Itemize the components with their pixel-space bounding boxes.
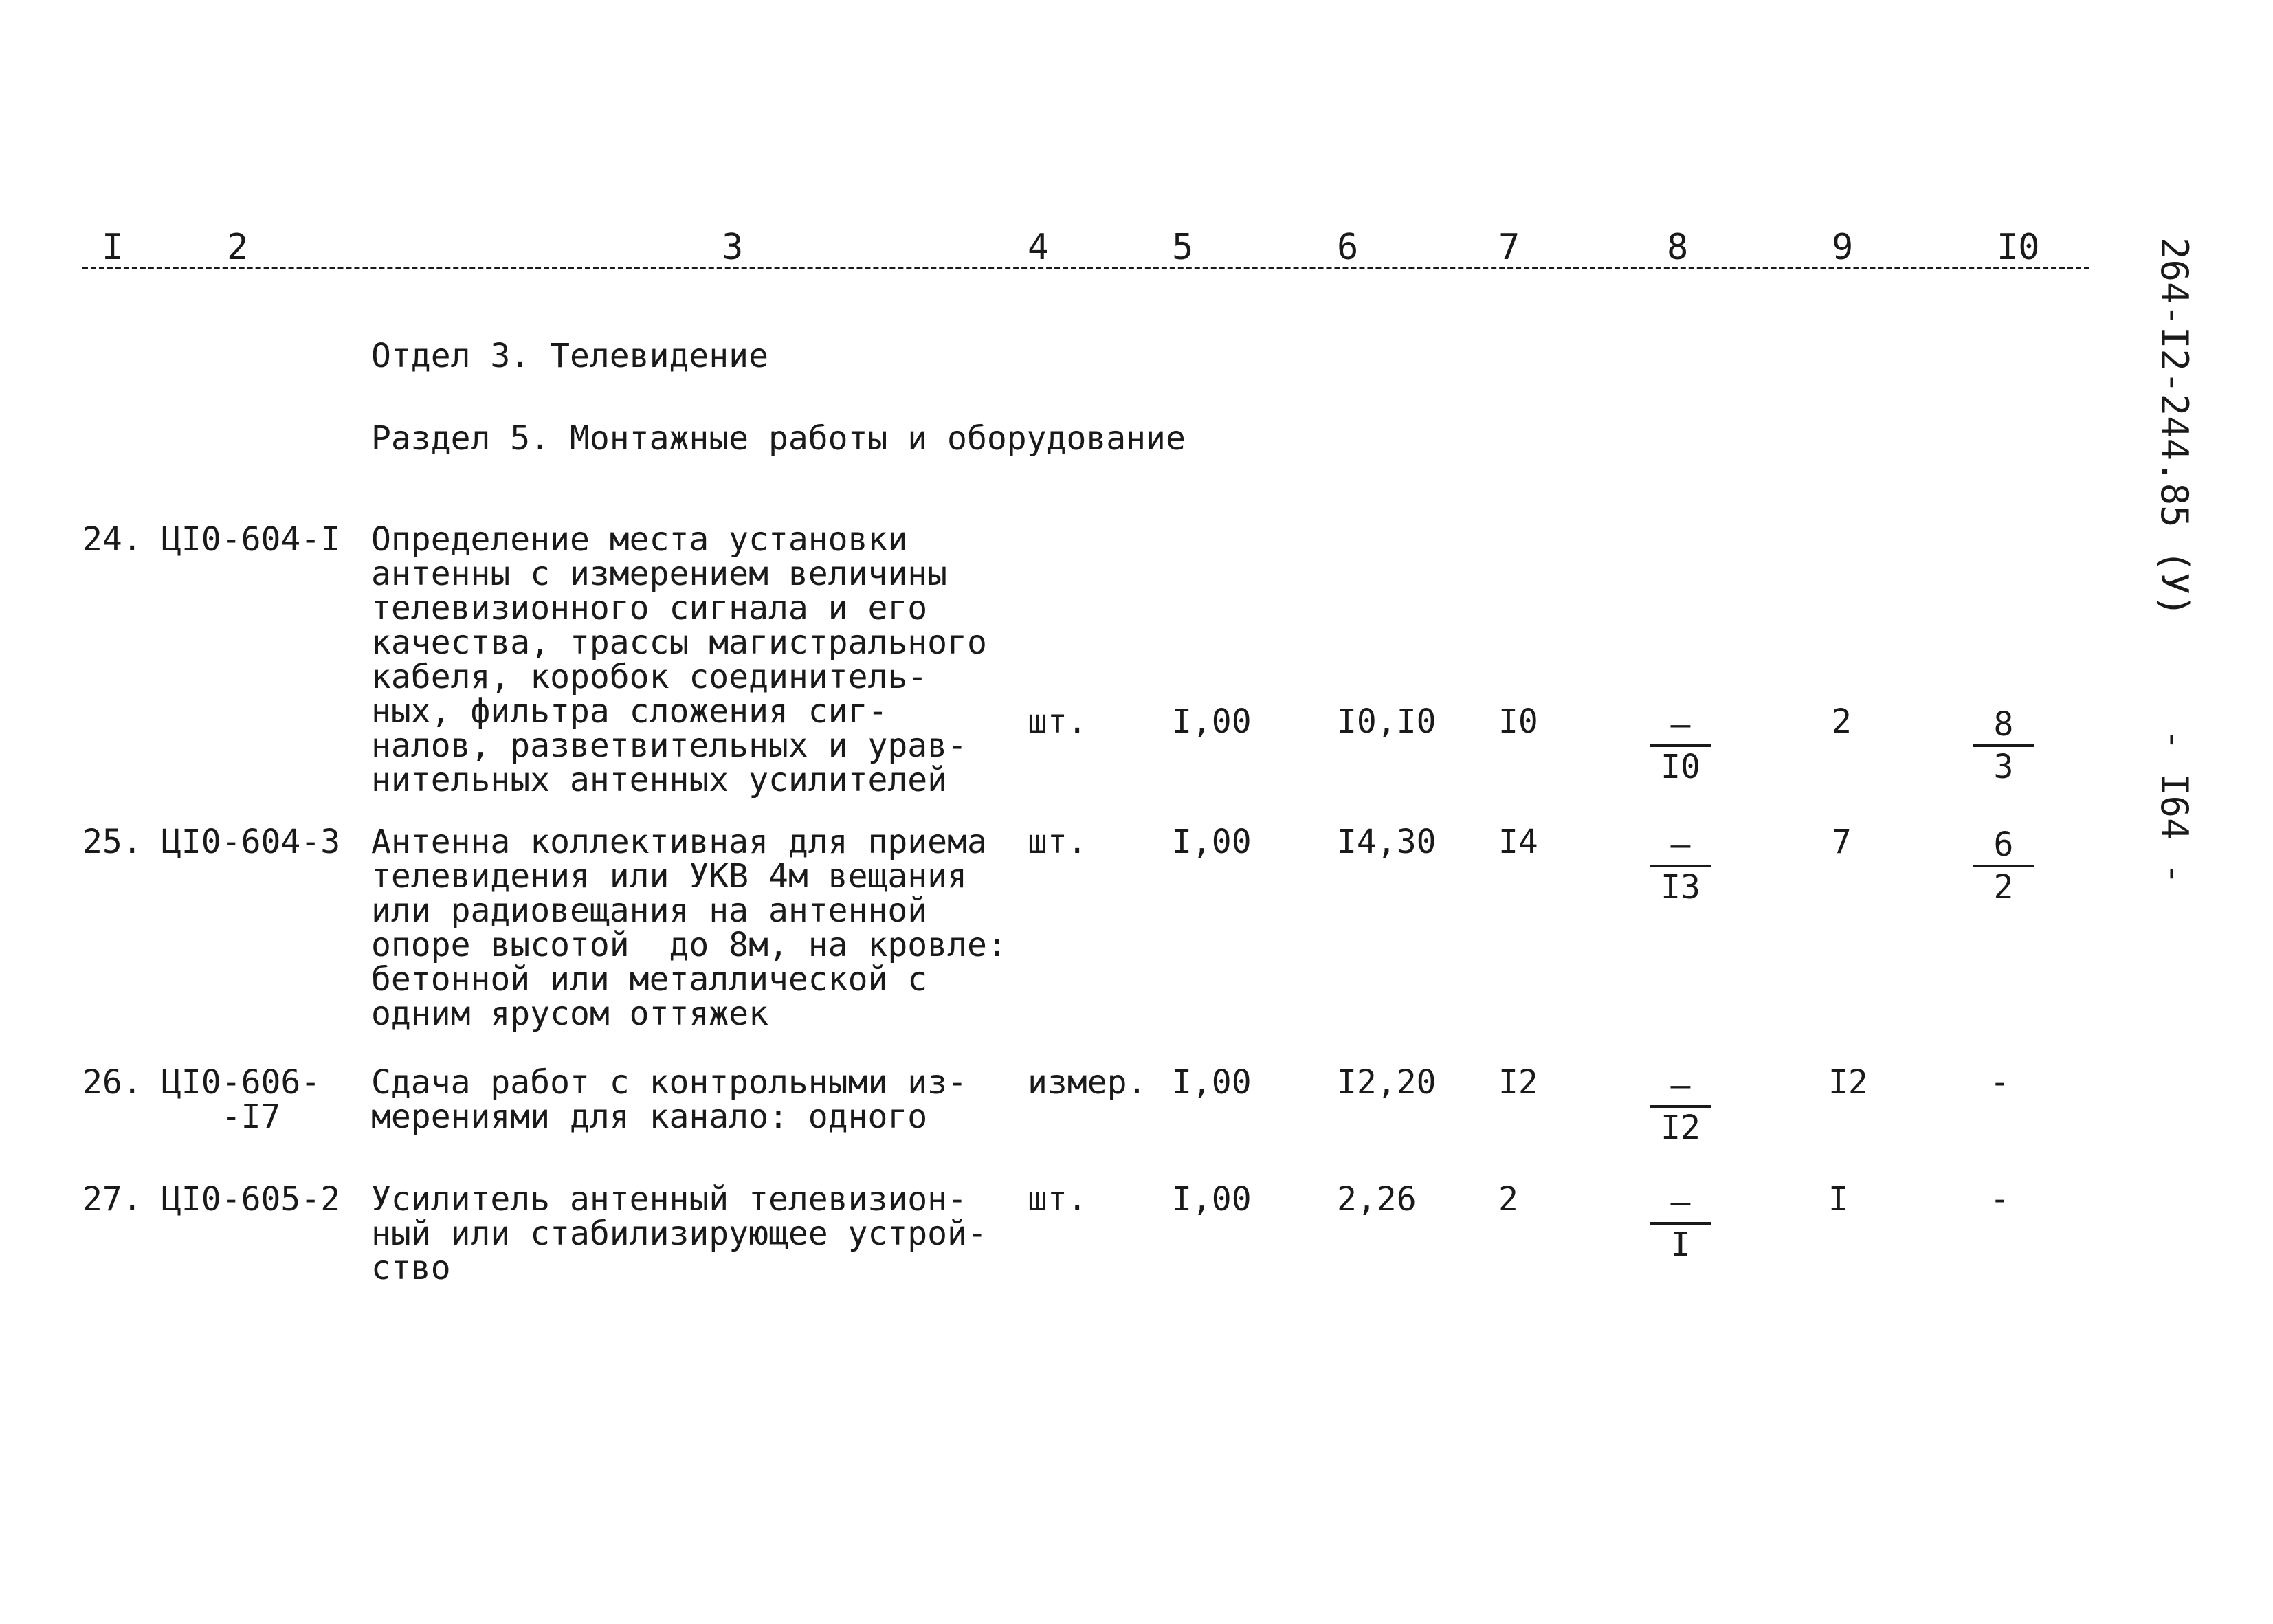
row-col9: 7 [1832, 823, 1852, 861]
row-code: ЦI0-606- -I7 [162, 1063, 321, 1136]
row-description: Сдача работ с контрольными из- мерениями для канало: одного [371, 1063, 967, 1136]
row-unit: шт. [1028, 823, 1087, 861]
page-number: - I64 - [2153, 728, 2196, 885]
row-col9: I2 [1828, 1063, 1868, 1102]
row-quantity: I,00 [1172, 1180, 1252, 1219]
part-heading: Раздел 5. Монтажные работы и оборудование [371, 419, 1186, 458]
column-number: 4 [1028, 227, 1050, 268]
fraction-numerator: 6 [1973, 825, 2034, 867]
row-unit: измер. [1028, 1063, 1147, 1102]
row-code: ЦI0-605-2 [162, 1180, 341, 1219]
fraction-denominator: I0 [1661, 748, 1700, 786]
row-col7: I0 [1498, 702, 1538, 741]
row-col6: I2,20 [1337, 1063, 1437, 1102]
row-col8-fraction [1650, 825, 1711, 907]
column-number: 6 [1337, 227, 1359, 268]
document-code: 264-I2-244.85 (У) [2153, 237, 2196, 617]
row-col6: 2,26 [1337, 1180, 1417, 1219]
fraction-numerator: 8 [1973, 704, 2034, 747]
row-number: 27. [82, 1180, 142, 1219]
header-rule [82, 267, 2089, 269]
row-quantity: I,00 [1172, 1063, 1252, 1102]
row-col7: I2 [1498, 1063, 1538, 1102]
row-col10: - [1990, 1180, 2010, 1219]
department-heading: Отдел 3. Телевидение [371, 337, 768, 375]
row-description: Усилитель антенный телевизион- ный или стабилизирующее устрой- ство [371, 1180, 987, 1287]
fraction-denominator: I2 [1661, 1109, 1700, 1147]
row-col7: I4 [1498, 823, 1538, 861]
row-col10: - [1990, 1063, 2010, 1102]
row-description: Определение места установки антенны с измерением величины телевизионного сигнала и его качества, трассы магистрального кабеля, коробок соединитель- ных, фильтра сложения сиг- налов, разветвительных и урав- нительных антенных усилителей [371, 520, 987, 799]
fraction-numerator: – [1650, 825, 1711, 867]
row-code: ЦI0-604-I [162, 520, 341, 559]
fraction-numerator: – [1650, 704, 1711, 747]
column-number: 3 [722, 227, 744, 268]
row-col7: 2 [1498, 1180, 1518, 1219]
column-number: I0 [1997, 227, 2040, 268]
row-col8-fraction [1650, 704, 1711, 787]
row-col9: 2 [1832, 702, 1852, 741]
row-quantity: I,00 [1172, 702, 1252, 741]
column-number: 7 [1498, 227, 1520, 268]
fraction-numerator: – [1650, 1065, 1711, 1108]
row-unit: шт. [1028, 702, 1087, 741]
fraction-denominator: 3 [1993, 748, 2014, 786]
row-col8-fraction [1650, 1065, 1711, 1148]
row-description: Антенна коллективная для приема телевидения или УКВ 4м вещания или радиовещания на антенной опоре высотой до 8м, на кровле: бетонной или металлической с одним ярусом оттяжек [371, 823, 1007, 1033]
row-number: 24. [82, 520, 142, 559]
fraction-denominator: I3 [1661, 868, 1700, 906]
row-number: 26. [82, 1063, 142, 1102]
column-number: I [102, 227, 124, 268]
column-number: 2 [227, 227, 249, 268]
column-number: 5 [1172, 227, 1194, 268]
row-col8-fraction [1650, 1182, 1711, 1265]
column-number: 9 [1832, 227, 1854, 268]
row-quantity: I,00 [1172, 823, 1252, 861]
row-code: ЦI0-604-3 [162, 823, 341, 861]
fraction-numerator: – [1650, 1182, 1711, 1225]
column-number: 8 [1667, 227, 1689, 268]
row-col9: I [1828, 1180, 1848, 1219]
row-col6: I0,I0 [1337, 702, 1437, 741]
row-col10-fraction [1973, 825, 2034, 907]
fraction-denominator: 2 [1993, 868, 2014, 906]
fraction-denominator: I [1670, 1225, 1691, 1264]
row-col10-fraction [1973, 704, 2034, 787]
row-unit: шт. [1028, 1180, 1087, 1219]
row-col6: I4,30 [1337, 823, 1437, 861]
row-number: 25. [82, 823, 142, 861]
